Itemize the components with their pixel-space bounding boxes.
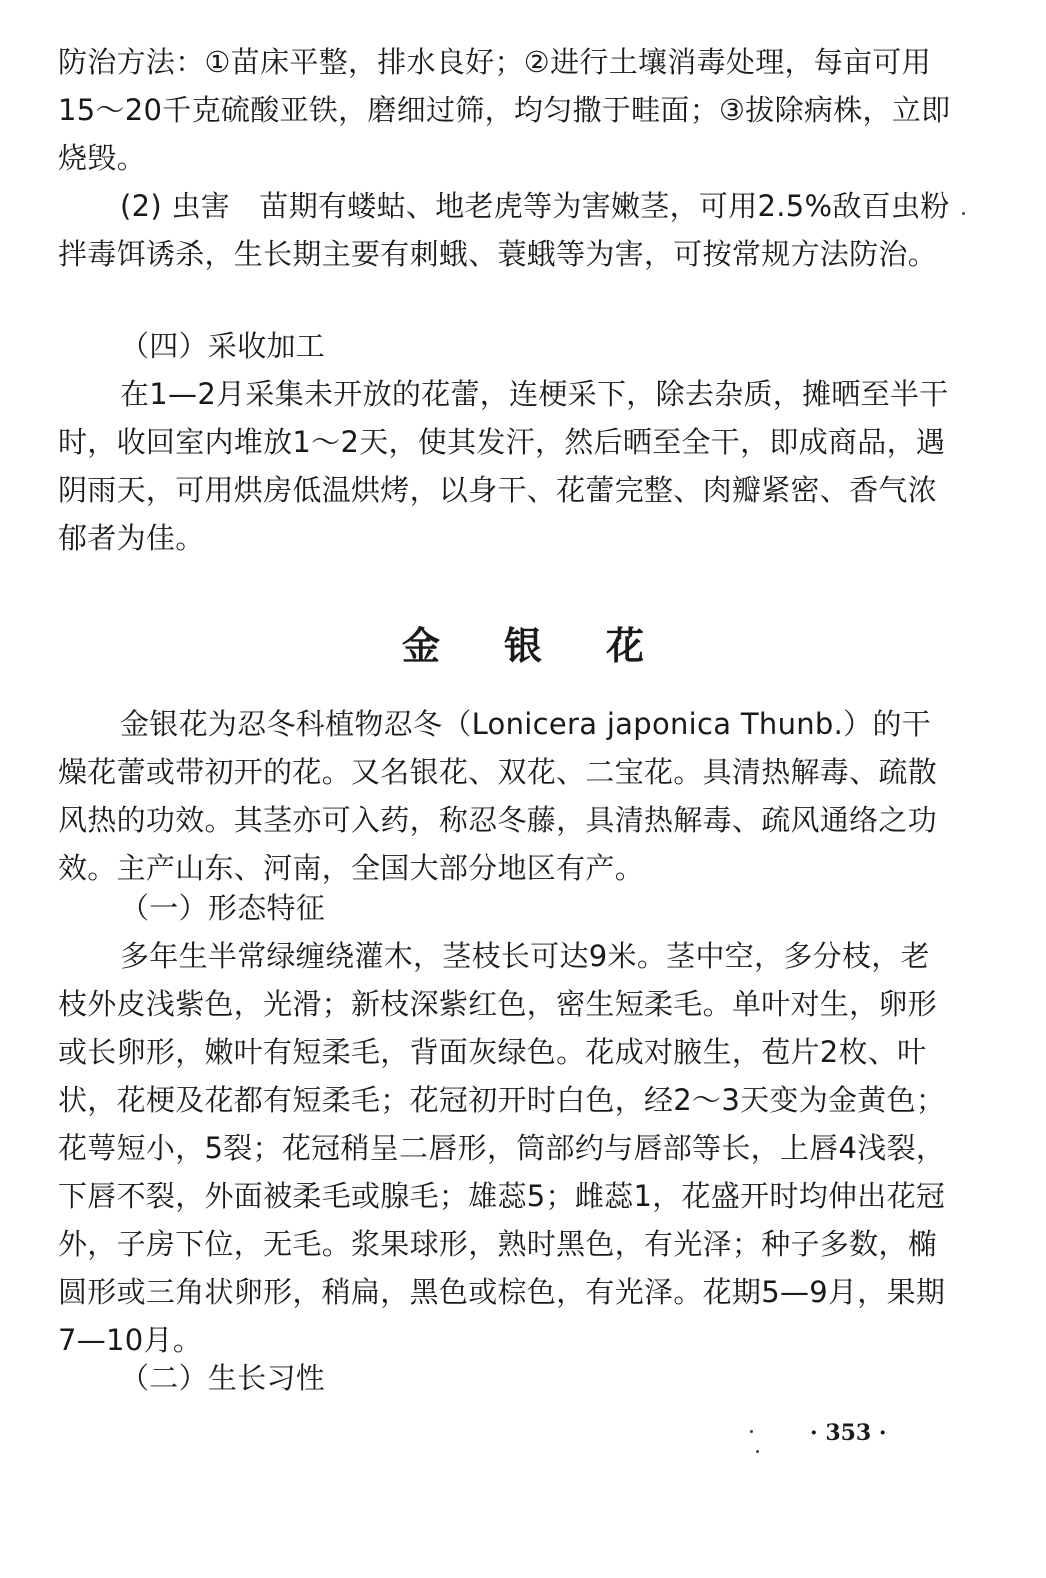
heading-morphology: （一）形态特征 <box>120 891 326 925</box>
article-title: 金银花 <box>401 623 708 668</box>
scan-speck <box>962 212 965 215</box>
paragraph-insect-pests: (2) 虫害 苗期有蝼蛄、地老虎等为害嫩茎，可用2.5%敌百虫粉拌毒饵诱杀，生长期主要有刺蛾、蓑蛾等为害，可按常规方法防治。 <box>58 189 950 271</box>
paragraph-morphology: 多年生半常绿缠绕灌木，茎枝长可达9米。茎中空，多分枝，老枝外皮浅紫色，光滑；新枝深紫红色，密生短柔毛。单叶对生，卵形或长卵形，嫩叶有短柔毛，背面灰绿色。花成对腋生，苞片2枚、叶状，花梗及花都有短柔毛；花冠初开时白色，经2～3天变为金黄色；花萼短小，5裂；花冠稍呈二唇形，筒部约与唇部等长，上唇4浅裂，下唇不裂，外面被柔毛或腺毛；雄蕊5；雌蕊1，花盛开时均伸出花冠外，子房下位，无毛。浆果球形，熟时黑色，有光泽；种子多数，椭圆形或三角状卵形，稍扁，黑色或棕色，有光泽。花期5—9月，果期7—10月。 <box>58 939 946 1357</box>
paragraph-prevention-methods: 防治方法：①苗床平整，排水良好；②进行土壤消毒处理，每亩可用15～20千克硫酸亚铁，磨细过筛，均匀撒于畦面；③拔除病株，立即烧毁。 <box>58 45 951 175</box>
paragraph-harvest: 在1—2月采集未开放的花蕾，连梗采下，除去杂质，摊晒至半干时，收回室内堆放1～2天，使其发汗，然后晒至全干，即成商品，遇阴雨天，可用烘房低温烘烤，以身干、花蕾完整、肉瓣紧密、香气浓郁者为佳。 <box>58 377 949 555</box>
scan-speck <box>756 1450 759 1453</box>
scan-speck <box>750 1430 753 1433</box>
heading-harvest-processing: （四）采收加工 <box>120 329 326 363</box>
heading-growth-habit: （二）生长习性 <box>120 1361 326 1395</box>
paragraph-introduction: 金银花为忍冬科植物忍冬（Lonicera japonica Thunb.）的干燥花蕾或带初开的花。又名银花、双花、二宝花。具清热解毒、疏散风热的功效。其茎亦可入药，称忍冬藤，具清热解毒、疏风通络之功效。主产山东、河南，全国大部分地区有产。 <box>58 707 938 885</box>
page-number: · 353 · <box>810 1420 887 1446</box>
